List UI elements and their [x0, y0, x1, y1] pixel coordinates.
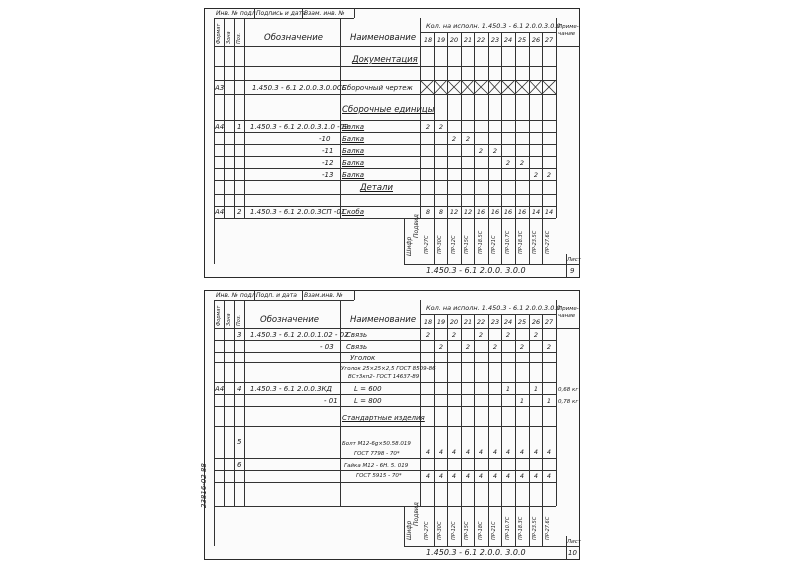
- sheet-label: Лист: [567, 257, 581, 263]
- row-assembly-designation: 1.450.3 - 6.1 2.0.0.3.0.0СБ: [252, 84, 347, 92]
- col-format: Формат: [216, 23, 222, 44]
- code-label-s2: Шифр: [406, 520, 413, 540]
- col-zone-2: Зона: [226, 313, 232, 326]
- hdr-replace-inv-2: Взам.инв. №: [304, 292, 343, 299]
- angle-spec-2: ВСт3кп2- ГОСТ 14637-89: [348, 374, 420, 380]
- qty-title: Кол. на исполн. 1.450.3 - 6.1 2.0.0.3.0.0: [426, 22, 561, 30]
- col-zone: Зона: [226, 31, 232, 44]
- hdr-sign-date-2: Подп. и дата: [256, 292, 297, 299]
- sheet-number: 9: [570, 267, 575, 275]
- angle-spec-1: Уголок 25×25×2,5 ГОСТ 8509-86: [341, 366, 436, 372]
- hdr-inv-no-2: Инв. № подл.: [216, 292, 258, 299]
- col-designation-2: Обозначение: [260, 315, 319, 325]
- col-format-2: Формат: [216, 305, 222, 326]
- hdr-inv-no: Инв. № подл.: [216, 10, 258, 17]
- code-label-2-s2: Подвид: [413, 502, 420, 526]
- hdr-replace-inv: Взам. инв. №: [304, 10, 345, 17]
- section-standard: Стандартные изделия: [342, 414, 425, 422]
- sheet-1: Инв. № подл. Подпись и дата Взам. инв. № Формат Зона Поз. Обозначение Наименование Кол. на исполн. 1.450.3 - 6.1 2.0.0.3.0.0 Приме-чание 18 19 20 21 22 23 24 25 26 27 Документация А3 1.450.3 - 6.1 2.0.0.3.0.0СБ Сборочный чертеж Сборочные единицы А4 1 1.450.3 - 6.1 2.0.0.3.1.0 -09 Балка 2 2 -10 Балка 2 2 -11 Балка 2 2 -12 Балка 2 2 -13 Балка 2 2 Детали А4 2 1.450.3 - 6.1 2.0.0.3СП -01 Скоба 8 8 12 12 16 16 16 16 14 14 Шифр Подвид ПР-27С ПР-30С ПР-12С ПР-15С ПР-18.5С ПР-21С ПР-10.7С ПР-18.3С ПР-23.5С ПР-27.6С 1.450.3 - 6.1 2.0.0. 3.0.0 Лист 9: [204, 8, 580, 278]
- col-note: Приме-чание: [558, 24, 579, 37]
- code-label: Шифр: [406, 236, 413, 256]
- assembly-x-marks: [420, 80, 556, 94]
- col-note-2: Приме-чание: [558, 306, 579, 319]
- angle-label: Уголок: [350, 354, 376, 362]
- col-pos-2: Поз.: [236, 314, 242, 326]
- section-parts: Детали: [360, 183, 393, 193]
- side-archive-number: 23816-02 88: [200, 463, 208, 508]
- col-pos: Поз.: [236, 32, 242, 44]
- row-assembly-name: Сборочный чертеж: [342, 84, 413, 92]
- code-label-2: Подвид: [413, 214, 420, 238]
- section-assembly-units: Сборочные единицы: [342, 105, 435, 115]
- sheet-label-2: Лист: [567, 539, 581, 545]
- qty-title-2: Кол. на исполн. 1.450.3 - 6.1 2.0.0.3.0.0: [426, 304, 561, 312]
- row-assembly-format: А3: [215, 84, 225, 92]
- col-designation: Обозначение: [264, 33, 323, 43]
- section-documentation: Документация: [352, 55, 418, 65]
- sheet-2: Инв. № подл. Подп. и дата Взам.инв. № Формат Зона Поз. Обозначение Наименование Кол. на исполн. 1.450.3 - 6.1 2.0.0.3.0.0 Приме-чание 18 19 20 21 22 23 24 25 26 27 3 1.450.3 - 6.1 2.0.0.1.02 - 02 Связь 2 2 2 2 2 - 03 Связь 2 2 2 2 2 Уголок Уголок 25×25×2,5 ГОСТ 8509-86 ВСт3кп2- ГОСТ 14637-89 А4 4 1.450.3 - 6.1 2.0.0.3КД L = 600 1 1 0,68 кг - 01 L = 800 1 1 0,78 кг Стандартные изделия 5 Болт М12-6g×50.58.019 ГОСТ 7798 - 70* 4 4 4 4 4 4 4 4 4 4 6 Гайка М12 - 6Н. 5. 019 ГОСТ 5915 - 70* 4 4 4 4 4 4 4 4 4 4 Шифр Подвид ПР-27С ПР-30С ПР-12С ПР-15С ПР-18С ПР-21С ПР-10.7С ПР-18.3С ПР-23.5С ПР-27.6С 1.450.3 - 6.1 2.0.0. 3.0.0 Лист 10 23816-02 88: [204, 290, 580, 560]
- col-name: Наименование: [350, 33, 417, 43]
- hdr-sign-date: Подпись и дата: [256, 10, 306, 17]
- col-name-2: Наименование: [350, 315, 417, 325]
- doc-number-2: 1.450.3 - 6.1 2.0.0. 3.0.0: [426, 548, 526, 557]
- sheet-number-2: 10: [568, 549, 577, 557]
- doc-number: 1.450.3 - 6.1 2.0.0. 3.0.0: [426, 266, 526, 275]
